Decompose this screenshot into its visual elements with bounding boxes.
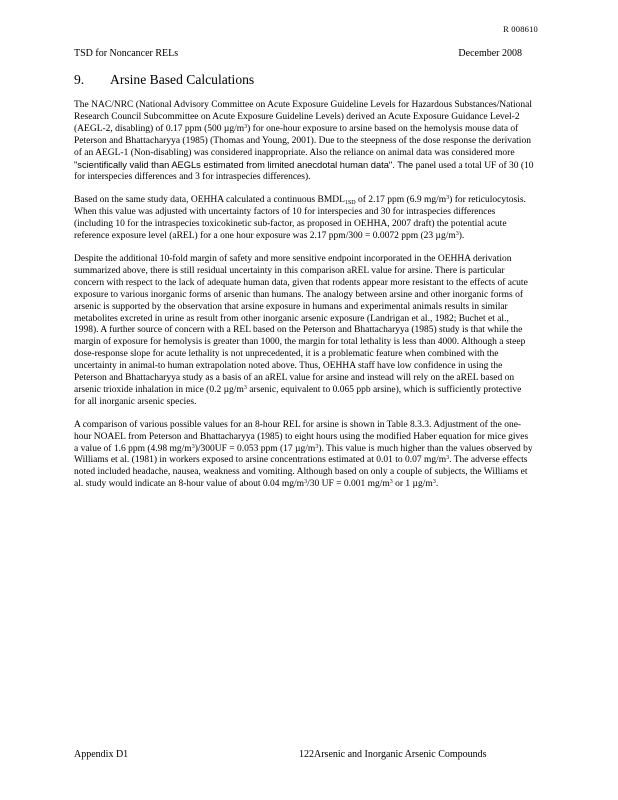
superscript: 3 — [446, 455, 450, 462]
p3-text-b: arsenic, equivalent to 0.065 ppb arsine), which is sufficiently protective for all inorganic arsenic species. — [74, 384, 522, 407]
superscript: 3 — [315, 443, 319, 450]
p1-text-a: The NAC/NRC (National Advisory Committee on Acute Exposure Guideline Levels for Hazardous Substances/National Research Council Subcommittee on Acute Exposure Guideline Levels) derived an Acute Exposure Guidance Level-2 (AEGL-2, disabling) of 0.17 ppm (500 µg/m — [74, 100, 533, 134]
paragraph-oehha — [74, 195, 534, 243]
document-id: R 008610 — [503, 24, 538, 34]
section-title: Arsine Based Calculations — [110, 72, 255, 87]
subscript: 1SD — [344, 200, 356, 207]
superscript: 3 — [243, 384, 247, 391]
p4-text-a: A comparison of various possible values for an 8-hour REL for arsine is shown in Table 8.3.3. Adjustment of the one-hour NOAEL from Peterson and Bhattacharyya (1985) to eight hours using the modified Haber equation for mice gives a value of 1.6 ppm (4.98 mg/m — [74, 419, 529, 454]
paragraph-uncertainty — [74, 254, 534, 409]
superscript: 3 — [455, 231, 459, 238]
p4-text-g: . — [435, 479, 439, 490]
superscript: 3 — [389, 479, 393, 486]
header-title: TSD for Noncancer RELs — [74, 48, 179, 59]
p1-text-b: ) for one-hour exposure to arsine based on the hemolysis mouse data of Peterson and Bhattacharyya (1985) (Thomas and Young, 2001). Due to the steepness of the dose response the derivation of an AEGL-1 (Non-disabling) was considered inappropriate. Also the reliance on animal data was considered more — [74, 123, 531, 158]
p3-text-a: Despite the additional 10-fold margin of safety and more sensitive endpoint incorporated in the OEHHA derivation summarized above, there is still residual uncertainty in this comparison aREL value for arsine. There is particular concern with respect to the lack of adequate human data, given that rodents appear more resistant to the effects of acute exposure to various inorganic forms of arsenic than humans. The analogy between arsine and other inorganic forms of arsenic is supported by the observation that arsine exposure in humans and experimental animals results in similar metabolites excreted in urine as result from other inorganic arsenic exposure (Landrigan et al., 1982; Buchet et al., 1998). A further source of concern with a REL based on the Peterson and Bhattacharyya (1985) study is that while the margin of exposure for hemolysis is greater than 1000, the margin for total lethality is less than 4000. Although a steep dose-response slope for acute lethality is not unprecedented, it is a problematic feature when combined with the uncertainty in animal-to human extrapolation noted above. Thus, OEHHA staff have low confidence in using the Peterson and Bhattacharyya study as a basis of an aREL value for arsine and instead will rely on the aREL based on arsenic trioxide inhalation in mice (0.2 µg/m — [74, 253, 528, 395]
p4-text-b: )/300UF = 0.053 ppm (17 µg/m — [194, 443, 316, 454]
section-heading — [74, 72, 254, 88]
document-body — [74, 100, 534, 502]
p2-text-d: ). — [458, 231, 465, 242]
p2-text-c: ) for reticulocytosis. When this value was adjusted with uncertainty factors of 10 for interspecies and 30 for intraspecies differences (including 10 for the intraspecies toxicokinetic sub-factor, as proposed in OEHHA, 2007 draft) the potential acute reference exposure level (aREL) for a one hour exposure was 2.17 ppm/300 = 0.0072 ppm (23 µg/m — [74, 195, 526, 242]
superscript: 3 — [304, 479, 308, 486]
superscript: 3 — [432, 479, 436, 486]
p4-text-c: ). This value is much higher than the values observed by Williams et al. (1981) in workers exposed to arsine concentrations estimated at 0.01 to 0.07 mg/m — [74, 443, 533, 466]
superscript: 3 — [191, 443, 195, 450]
section-number: 9. — [74, 72, 85, 87]
p1-quote: "scientifically valid than AEGLs estimated from limited anecdotal human data". The — [74, 159, 414, 170]
p1-text-d: panel used a total UF of 30 (10 for interspecies differences and 3 for intraspecies differences). — [74, 160, 534, 183]
footer-appendix: Appendix D1 — [74, 749, 129, 760]
p4-text-d: . The adverse effects noted included headache, nausea, weakness and vomiting. Although based on only a couple of subjects, the Williams et al. study would indicate an 8-hour value of about 0.04 mg/m — [74, 455, 528, 490]
superscript: 3 — [244, 123, 248, 130]
p2-text-b: of 2.17 ppm (6.9 mg/m — [355, 195, 447, 206]
p2-text-a: Based on the same study data, OEHHA calculated a continuous BMDL — [74, 195, 345, 206]
superscript: 3 — [446, 195, 450, 202]
p4-text-f: or 1 µg/m — [392, 479, 433, 490]
footer-page-title: 122Arsenic and Inorganic Arsenic Compounds — [299, 749, 487, 760]
p4-text-e: /30 UF = 0.001 mg/m — [307, 479, 390, 490]
paragraph-8hour-rel — [74, 420, 534, 491]
header-date: December 2008 — [458, 48, 522, 59]
paragraph-aegl — [74, 100, 534, 184]
